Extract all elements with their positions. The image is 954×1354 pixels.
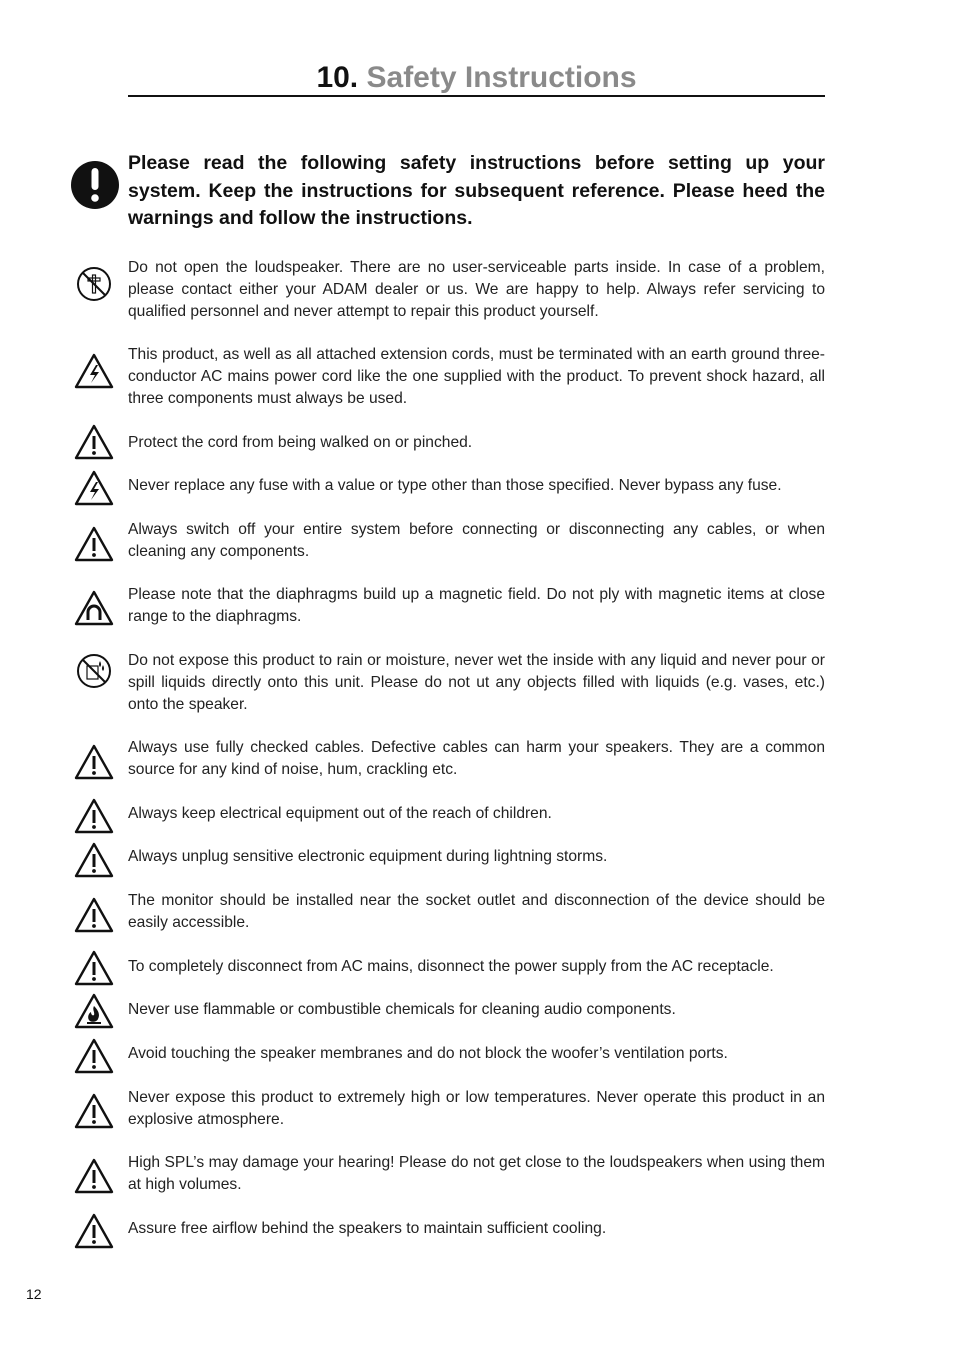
warning-icon — [74, 1038, 114, 1074]
instruction-item: Always use fully checked cables. Defective cables can harm your speakers. They are a common source for any kind of noise, hum, crackling etc. — [128, 739, 825, 778]
warning-icon — [74, 897, 114, 933]
electric-shock-warning-icon — [74, 470, 114, 506]
instruction-item: Do not open the loudspeaker. There are no user-serviceable parts inside. In case of a problem, please contact either your ADAM dealer or us. We are happy to help. Always refer servicing to qualified personnel and never attempt to repair this product yourself. — [128, 259, 825, 320]
warning-icon — [74, 526, 114, 562]
instruction-item: Always switch off your entire system before connecting or disconnecting any cables, or when cleaning any components. — [128, 521, 825, 560]
warning-icon — [74, 424, 114, 460]
magnet-warning-icon — [74, 590, 114, 626]
instruction-item: Always keep electrical equipment out of the reach of children. — [128, 805, 552, 822]
warning-icon — [74, 798, 114, 834]
instruction-item: Never expose this product to extremely high or low temperatures. Never operate this product in an explosive atmosphere. — [128, 1089, 825, 1128]
instruction-item: This product, as well as all attached extension cords, must be terminated with an earth ground three-conductor AC mains power cord like the one supplied with the product. To prevent shock hazard, all three components must always be used. — [128, 346, 825, 407]
section-title: Safety Instructions — [366, 61, 637, 94]
instruction-item: Protect the cord from being walked on or pinched. — [128, 434, 473, 451]
section-number: 10. — [316, 61, 359, 94]
flammable-warning-icon — [74, 993, 114, 1029]
warning-icon — [74, 744, 114, 780]
page-title — [128, 58, 825, 98]
instruction-item: Always unplug sensitive electronic equipment during lightning storms. — [128, 848, 608, 865]
instruction-item: Assure free airflow behind the speakers to maintain sufficient cooling. — [128, 1220, 607, 1237]
warning-icon — [74, 950, 114, 986]
instruction-item: Never use flammable or combustible chemicals for cleaning audio components. — [128, 1001, 676, 1018]
instruction-item: To completely disconnect from AC mains, disonnect the power supply from the AC receptacle. — [128, 958, 774, 975]
no-tools-icon — [76, 266, 112, 302]
instruction-item: The monitor should be installed near the socket outlet and disconnection of the device should be easily accessible. — [128, 892, 825, 931]
warning-icon — [74, 1213, 114, 1249]
instruction-item: Do not expose this product to rain or moisture, never wet the inside with any liquid and never pour or spill liquids directly onto this unit. Please do not ut any objects filled with liquids (e.g. vases, etc.) onto the speaker. — [128, 652, 825, 713]
instruction-item: Avoid touching the speaker membranes and do not block the woofer’s ventilation ports. — [128, 1045, 728, 1062]
instruction-item: High SPL’s may damage your hearing! Please do not get close to the loudspeakers when using them at high volumes. — [128, 1154, 825, 1193]
warning-icon — [74, 1093, 114, 1129]
intro-text: Please read the following safety instructions before setting up your system. Keep the instructions for subsequent reference. Please heed the warnings and follow the instructions. — [128, 152, 825, 229]
page-number: 12 — [26, 1286, 42, 1302]
no-liquids-icon — [76, 653, 112, 689]
instruction-item: Please note that the diaphragms build up a magnetic field. Do not ply with magnetic items at close range to the diaphragms. — [128, 586, 825, 625]
instruction-item: Never replace any fuse with a value or type other than those specified. Never bypass any fuse. — [128, 477, 782, 494]
warning-icon — [74, 842, 114, 878]
electric-shock-warning-icon — [74, 353, 114, 389]
title-underline — [128, 95, 825, 97]
exclamation-circle-icon — [70, 160, 120, 210]
warning-icon — [74, 1158, 114, 1194]
